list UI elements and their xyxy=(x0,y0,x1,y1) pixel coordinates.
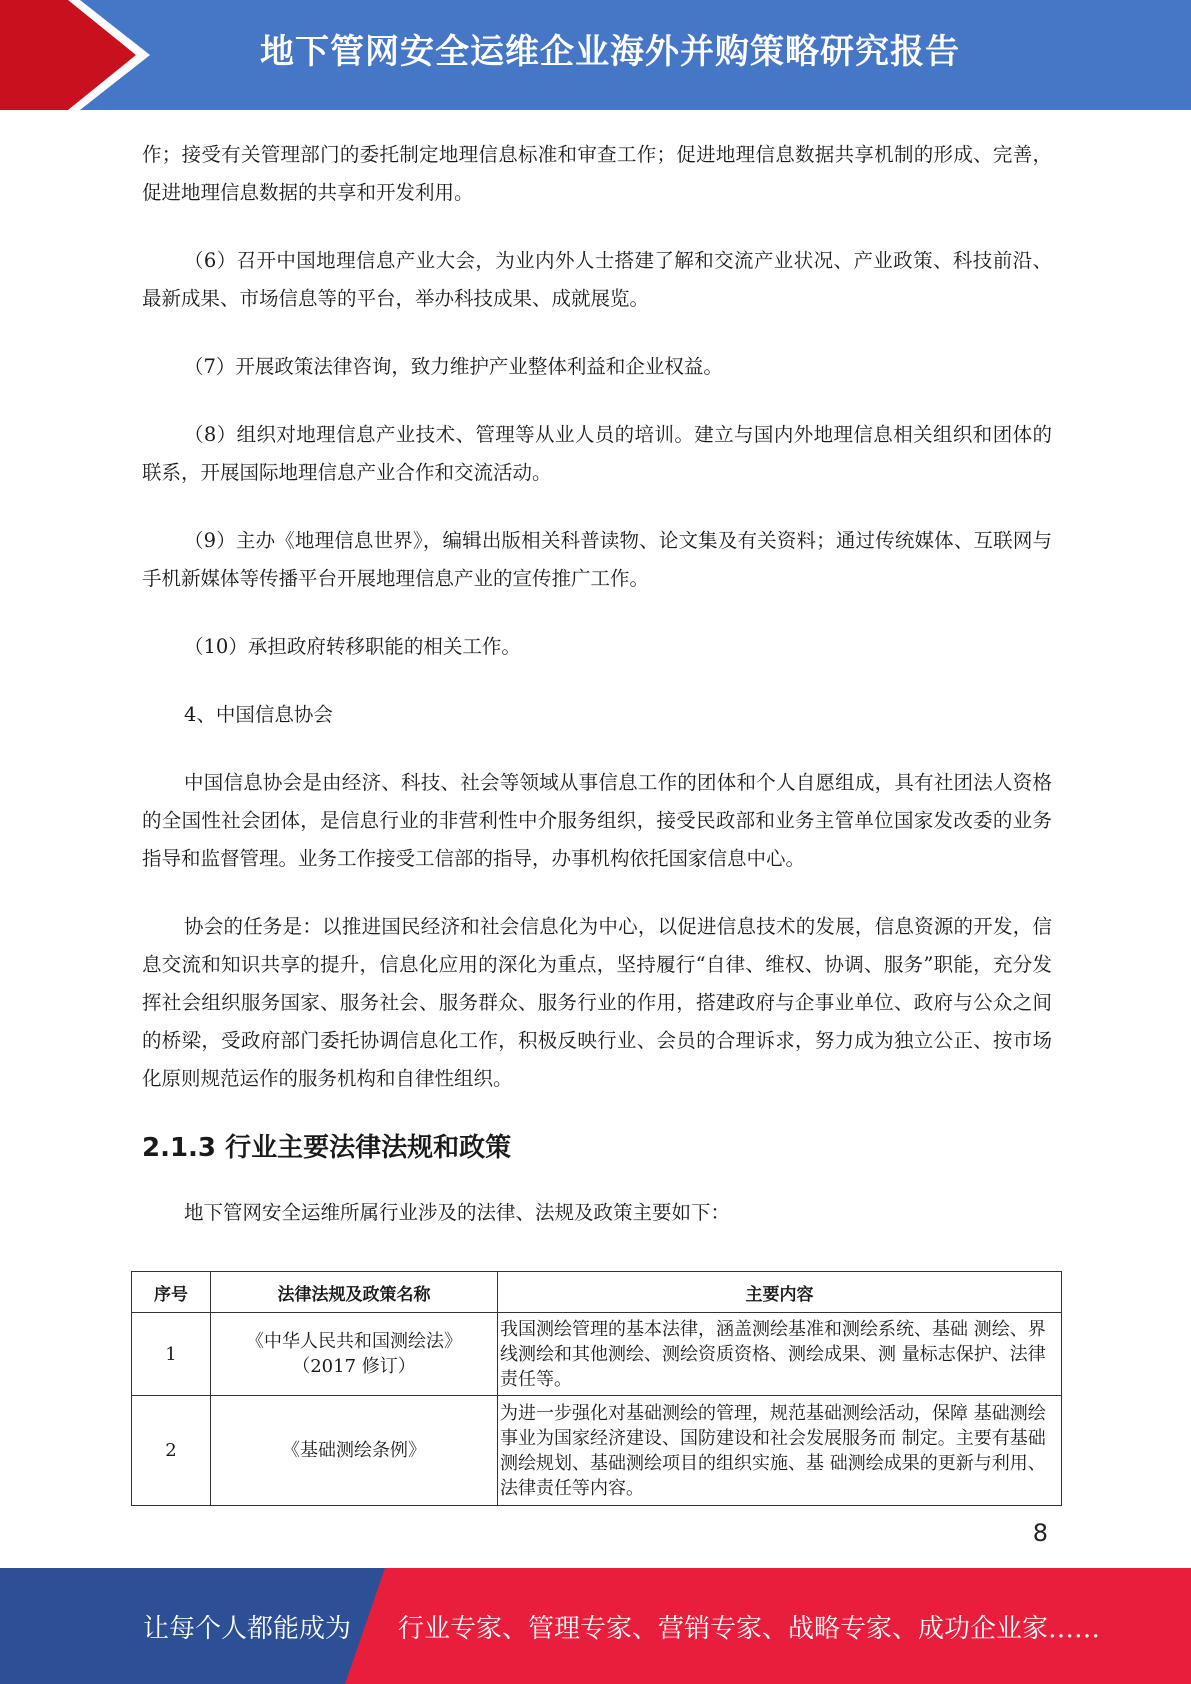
column-header-content: 主要内容 xyxy=(498,1272,1062,1313)
section-heading: 2.1.3 行业主要法律法规和政策 xyxy=(142,1133,512,1163)
paragraph-item-6: （6）召开中国地理信息产业大会，为业内外人士搭建了解和交流产业状况、产业政策、科技前沿、最新成果、市场信息等的平台，举办科技成果、成就展览。 xyxy=(142,249,1052,310)
paragraph-item-10: （10）承担政府转移职能的相关工作。 xyxy=(184,635,521,658)
laws-table xyxy=(131,1271,1062,1506)
paragraph-cia-intro: 中国信息协会是由经济、科技、社会等领域从事信息工作的团体和个人自愿组成，具有社团法人资格的全国性社会团体，是信息行业的非营利性中介服务组织，接受民政部和业务主管单位国家发改委的业务指导和监督管理。业务工作接受工信部的指导，办事机构依托国家信息中心。 xyxy=(142,771,1052,870)
subsection-title-cia: 4、中国信息协会 xyxy=(184,703,333,726)
law-name xyxy=(211,1396,498,1506)
law-name-line2: （2017 修订） xyxy=(292,1356,416,1377)
table-header-row xyxy=(132,1272,1062,1313)
table-row xyxy=(132,1313,1062,1396)
row-number: 2 xyxy=(132,1396,211,1506)
row-number: 1 xyxy=(132,1313,211,1396)
column-header-number: 序号 xyxy=(132,1272,211,1313)
table-row xyxy=(132,1396,1062,1506)
report-title: 地下管网安全运维企业海外并购策略研究报告 xyxy=(260,32,960,72)
law-name xyxy=(211,1313,498,1396)
table-continues-mask xyxy=(0,1507,1191,1567)
paragraph-cia-tasks: 协会的任务是：以推进国民经济和社会信息化为中心，以促进信息技术的发展，信息资源的开发，信息交流和知识共享的提升，信息化应用的深化为重点，坚持履行“自律、维权、协调、服务”职能，充分发挥社会组织服务国家、服务社会、服务群众、服务行业的作用，搭建政府与企事业单位、政府与公众之间的桥梁，受政府部门委托协调信息化工作，积极反映行业、会员的合理诉求，努力成为独立公正、按市场化原则规范运作的服务机构和自律性组织。 xyxy=(142,915,1052,1090)
law-description: 我国测绘管理的基本法律，涵盖测绘基准和测绘系统、基础 测绘、界线测绘和其他测绘、测绘资质资格、测绘成果、测 量标志保护、法律责任等。 xyxy=(498,1313,1062,1396)
column-header-name: 法律法规及政策名称 xyxy=(211,1272,498,1313)
paragraph-item-7: （7）开展政策法律咨询，致力维护产业整体利益和企业权益。 xyxy=(184,355,723,378)
law-name-line1: 《基础测绘条例》 xyxy=(282,1440,426,1461)
paragraph-continuation: 作；接受有关管理部门的委托制定地理信息标准和审查工作；促进地理信息数据共享机制的形成、完善，促进地理信息数据的共享和开发利用。 xyxy=(142,143,1052,204)
paragraph-item-8: （8）组织对地理信息产业技术、管理等从业人员的培训。建立与国内外地理信息相关组织和团体的联系，开展国际地理信息产业合作和交流活动。 xyxy=(142,423,1052,484)
law-name-line1: 《中华人民共和国测绘法》 xyxy=(246,1331,462,1352)
page-number: 8 xyxy=(1032,1519,1048,1547)
document-body xyxy=(142,136,1052,1262)
law-description: 为进一步强化对基础测绘的管理，规范基础测绘活动，保障 基础测绘事业为国家经济建设、国防建设和社会发展服务而 制定。主要有基础测绘规划、基础测绘项目的组织实施、基 础测绘成果的更新与利用、法律责任等内容。 xyxy=(498,1396,1062,1506)
footer-slogan-right: 行业专家、管理专家、营销专家、战略专家、成功企业家…… xyxy=(398,1614,1101,1644)
section-intro: 地下管网安全运维所属行业涉及的法律、法规及政策主要如下： xyxy=(184,1201,731,1224)
footer-slogan-left: 让每个人都能成为 xyxy=(143,1614,352,1644)
paragraph-item-9: （9）主办《地理信息世界》，编辑出版相关科普读物、论文集及有关资料；通过传统媒体、互联网与手机新媒体等传播平台开展地理信息产业的宣传推广工作。 xyxy=(142,529,1052,590)
